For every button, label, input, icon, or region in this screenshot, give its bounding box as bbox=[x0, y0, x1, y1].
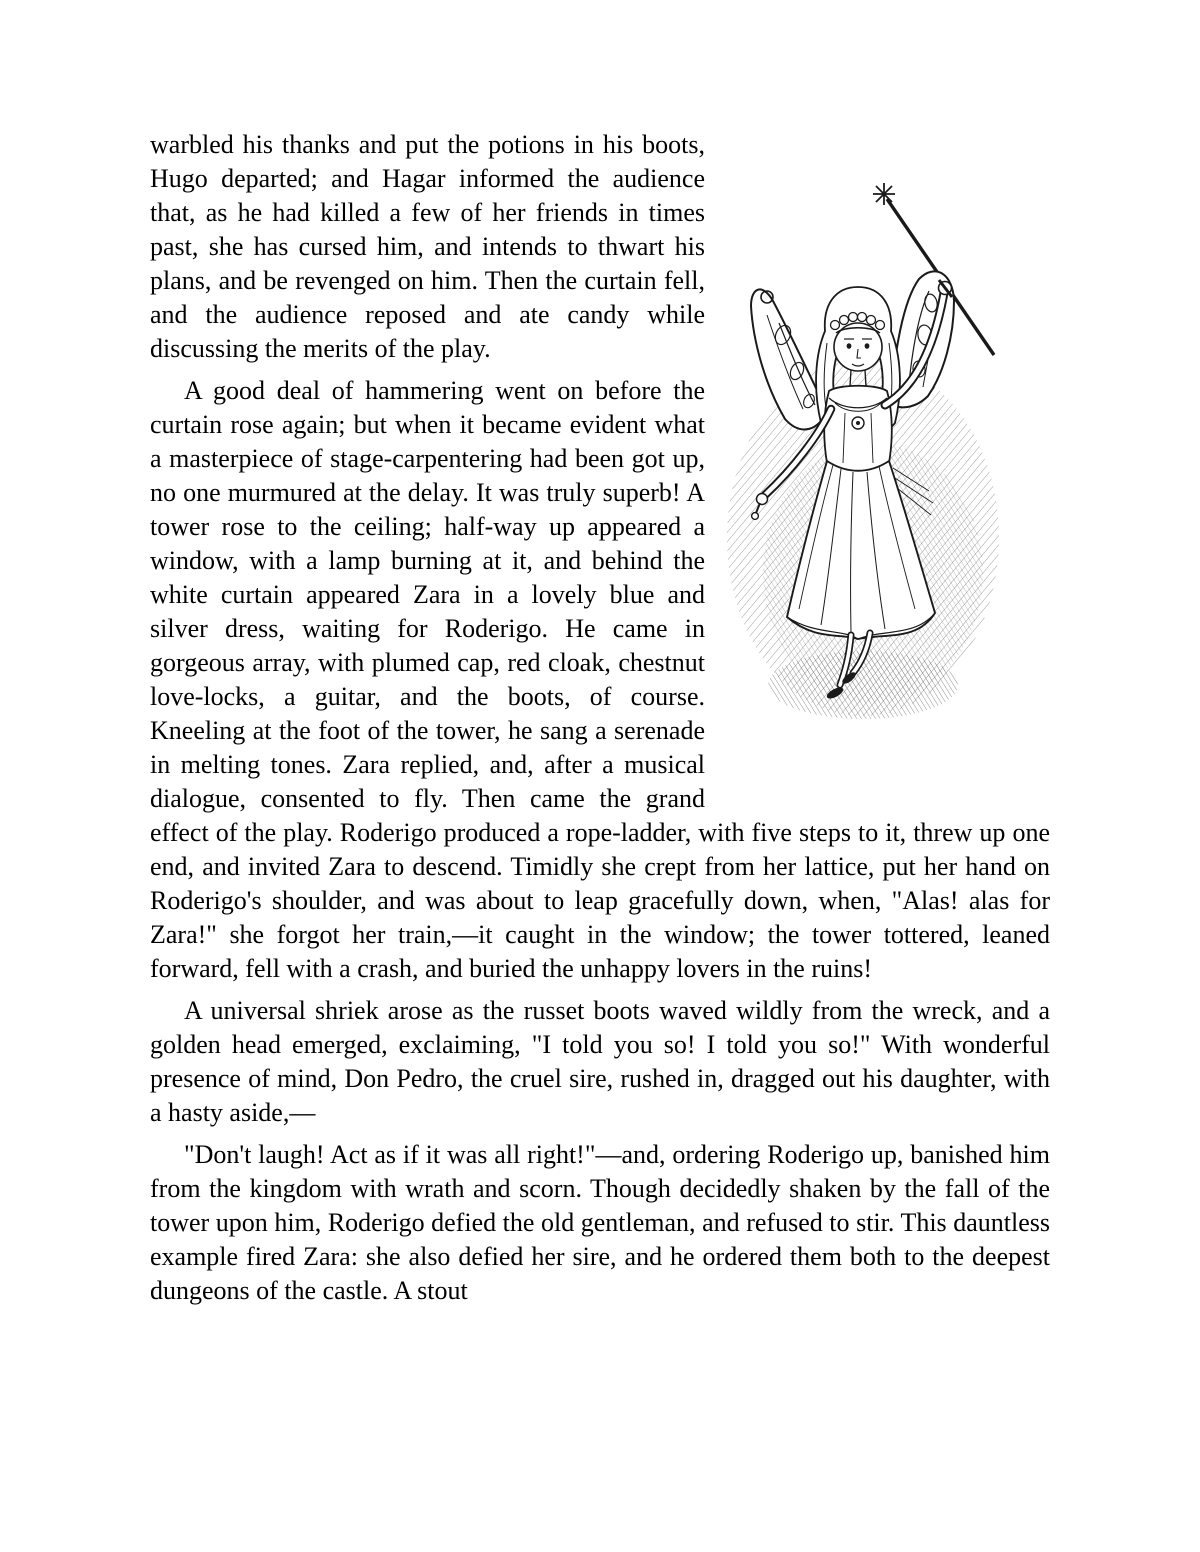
paragraph-universal-shriek: A universal shriek arose as the russet boots waved wildly from the wreck, and a golden head emerged, exclaiming, "I told you so! I told you so!" With wonderful presence of mind, Don Pedro, the cruel sire, rushed in, dragged out his daughter, with a hasty aside,— bbox=[150, 996, 1050, 1127]
fairy-illustration bbox=[705, 128, 1050, 810]
paragraph-tower-scene: A good deal of hammering went on before the curtain rose again; but when it became evident what a masterpiece of stage-carpentering had been got up, no one murmured at the delay. It was truly superb! A tower rose to the ceiling; half-way up appeared a window, with a lamp burning at it, and behind the white curtain appeared Zara in a lovely blue and silver dress, waiting for Roderigo. He came in gorgeous array, with plumed cap, red cloak, chestnut love-locks, a guitar, and the boots, of course. Kneeling at the foot of the tower, he sang a serenade in melting tones. Zara replied, and, after a musical dialogue, consented to fly. Then came the grand effect of the play. Roderigo produced a rope-ladder, with five steps to it, threw up one end, and invited Zara to descend. Timidly she crept from her lattice, put her hand on Roderigo's shoulder, and was about to leap gracefully down, when, "Alas! alas for Zara!" she forgot her train,—it caught in the window; the tower tottered, leaned forward, fell with a crash, and buried the unhappy lovers in the ruins! bbox=[150, 376, 1050, 983]
paragraph-hugo-departed: warbled his thanks and put the potions in his boots, Hugo departed; and Hagar informed the audience that, as he had killed a few of her friends in times past, she has cursed him, and intends to thwart his plans, and be revenged on him. Then the curtain fell, and the audience reposed and ate candy while discussing the merits of the play. bbox=[150, 130, 705, 363]
fairy-illustration-graphic bbox=[723, 173, 1033, 723]
paragraph-dont-laugh: "Don't laugh! Act as if it was all right!"—and, ordering Roderigo up, banished him from the kingdom with wrath and scorn. Though decidedly shaken by the fall of the tower upon him, Roderigo defied the old gentleman, and refused to stir. This dauntless example fired Zara: she also defied her sire, and he ordered them both to the deepest dungeons of the castle. A stout bbox=[150, 1140, 1050, 1305]
